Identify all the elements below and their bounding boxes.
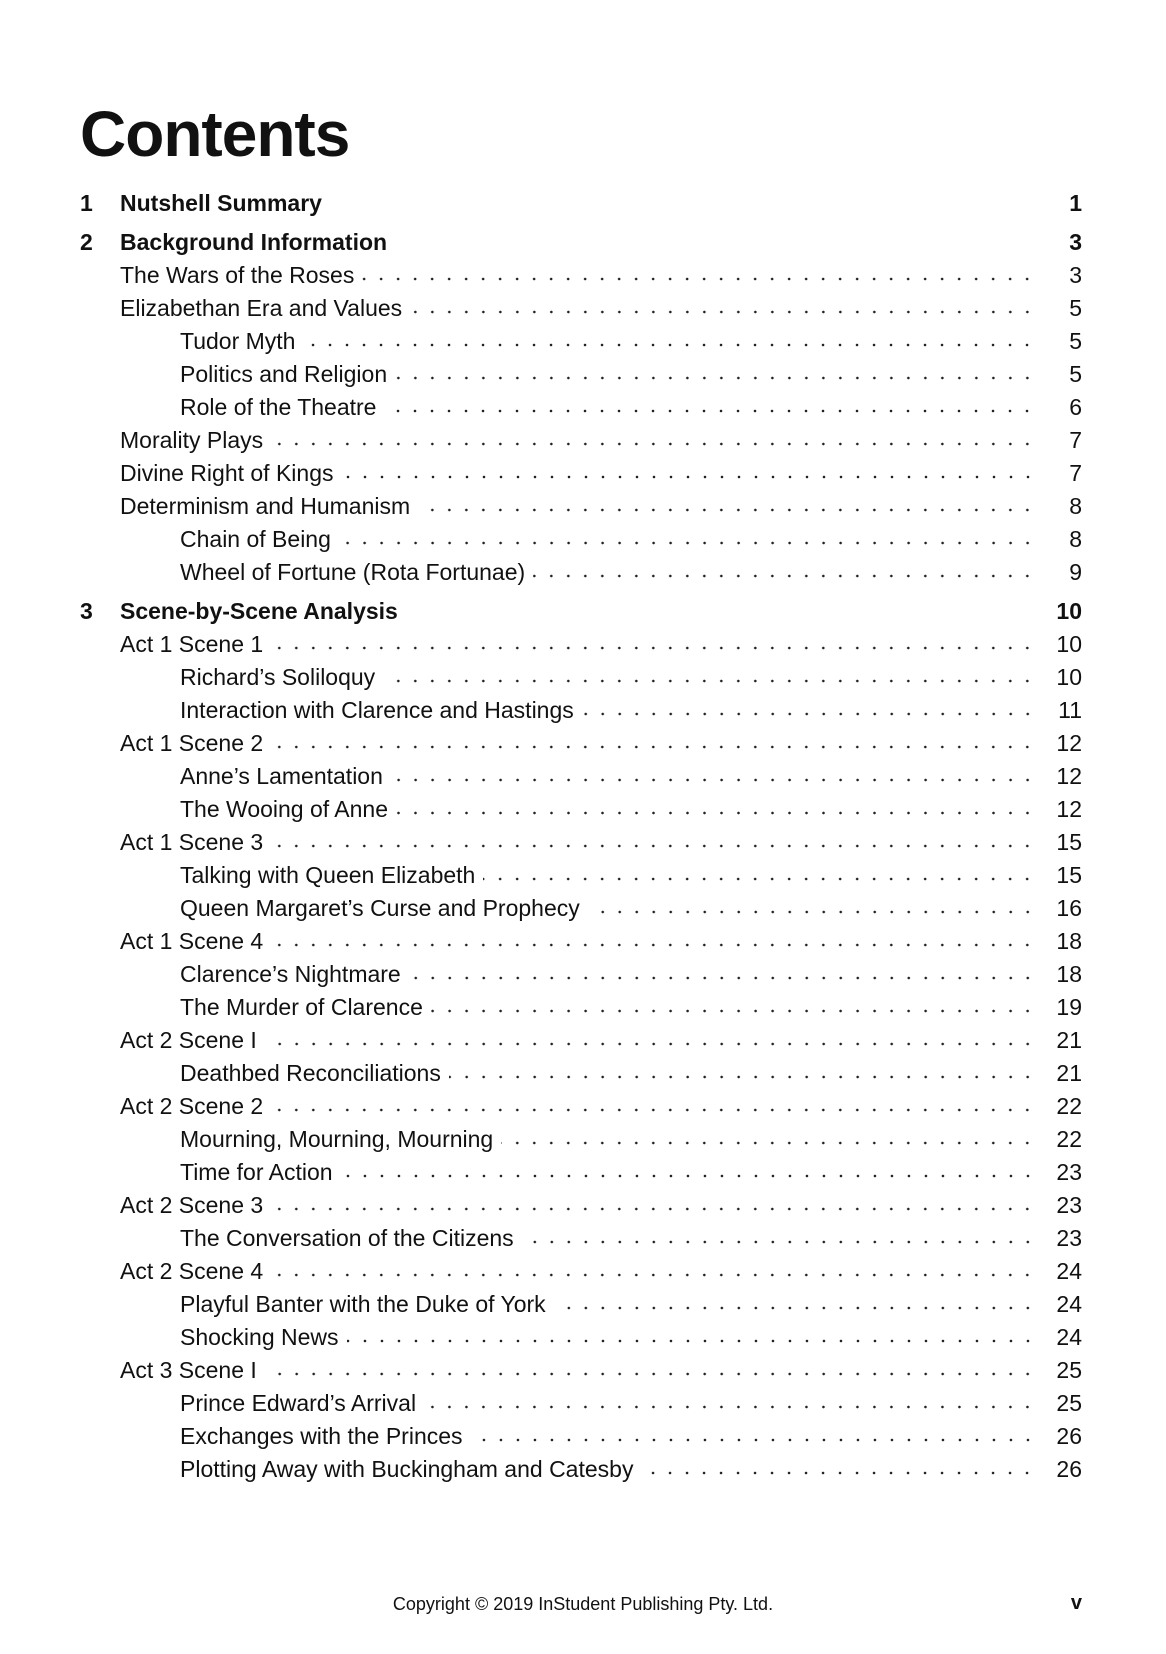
toc-page-number: 16 — [1056, 895, 1082, 921]
toc-page-number: 1 — [1069, 190, 1082, 216]
toc-entry-row[interactable] — [0, 1122, 1166, 1156]
toc-page-number: 6 — [1069, 394, 1082, 420]
toc-page-number: 11 — [1058, 697, 1082, 723]
toc-entry-title: Role of the Theatre — [180, 390, 380, 424]
toc-page-number: 9 — [1069, 559, 1082, 585]
toc-entry-row[interactable] — [0, 759, 1166, 793]
toc-entry-row[interactable] — [0, 1089, 1166, 1123]
toc-chapter-number: 3 — [80, 598, 93, 624]
toc-page-number: 3 — [1069, 262, 1082, 288]
toc-entry-row[interactable] — [0, 1221, 1166, 1255]
toc-dot-leader — [410, 291, 1036, 325]
toc-entry-title: Nutshell Summary — [120, 186, 326, 220]
toc-entry-row[interactable] — [0, 825, 1166, 859]
toc-dot-leader — [362, 258, 1036, 292]
toc-entry-title: Wheel of Fortune (Rota Fortunae) — [180, 555, 529, 589]
toc-entry-title: Time for Action — [180, 1155, 337, 1189]
toc-dot-leader — [582, 693, 1036, 727]
toc-dot-leader — [271, 1254, 1036, 1288]
toc-dot-leader — [265, 1353, 1036, 1387]
toc-entry-row[interactable] — [0, 1386, 1166, 1420]
toc-page-number: 10 — [1056, 664, 1082, 690]
toc-entry-title: Act 2 Scene 4 — [120, 1254, 267, 1288]
toc-page-number: 15 — [1056, 829, 1082, 855]
toc-entry-title: Exchanges with the Princes — [180, 1419, 467, 1453]
toc-page-number: 8 — [1069, 526, 1082, 552]
toc-entry-row[interactable] — [0, 1155, 1166, 1189]
toc-dot-leader — [554, 1287, 1036, 1321]
toc-dot-leader — [265, 1023, 1036, 1057]
toc-chapter-row[interactable] — [0, 594, 1166, 628]
toc-dot-leader — [339, 522, 1036, 556]
toc-dot-leader — [501, 1122, 1036, 1156]
toc-dot-leader — [384, 390, 1036, 424]
toc-entry-row[interactable] — [0, 489, 1166, 523]
toc-dot-leader — [395, 357, 1036, 391]
toc-dot-leader — [641, 1452, 1036, 1486]
toc-dot-leader — [341, 1155, 1036, 1189]
toc-dot-leader — [424, 1386, 1036, 1420]
toc-entry-row[interactable] — [0, 423, 1166, 457]
toc-dot-leader — [396, 792, 1036, 826]
toc-page-number: 18 — [1056, 928, 1082, 954]
footer-copyright: Copyright © 2019 InStudent Publishing Pty. Ltd. — [392, 1594, 774, 1614]
toc-dot-leader — [588, 891, 1036, 925]
toc-entry-title: Act 1 Scene 2 — [120, 726, 267, 760]
toc-page-number: 23 — [1056, 1225, 1082, 1251]
toc-entry-row[interactable] — [0, 258, 1166, 292]
toc-chapter-row[interactable] — [0, 186, 1166, 220]
toc-entry-title: Deathbed Reconciliations — [180, 1056, 445, 1090]
toc-entry-row[interactable] — [0, 1452, 1166, 1486]
toc-page-number: 25 — [1056, 1390, 1082, 1416]
toc-entry-row[interactable] — [0, 627, 1166, 661]
toc-entry-title: Queen Margaret’s Curse and Prophecy — [180, 891, 584, 925]
toc-page-number: 22 — [1056, 1093, 1082, 1119]
toc-entry-title: Act 2 Scene 2 — [120, 1089, 267, 1123]
toc-entry-row[interactable] — [0, 1254, 1166, 1288]
toc-entry-title: Talking with Queen Elizabeth — [180, 858, 479, 892]
toc-dot-leader — [449, 1056, 1036, 1090]
toc-entry-title: Anne’s Lamentation — [180, 759, 387, 793]
toc-entry-title: The Wooing of Anne — [180, 792, 392, 826]
toc-entry-row[interactable] — [0, 660, 1166, 694]
toc-page-number: 15 — [1056, 862, 1082, 888]
toc-dot-leader — [522, 1221, 1036, 1255]
toc-entry-row[interactable] — [0, 1353, 1166, 1387]
toc-entry-title: The Wars of the Roses — [120, 258, 358, 292]
toc-page-number: 24 — [1056, 1324, 1082, 1350]
toc-dot-leader — [271, 1188, 1036, 1222]
toc-entry-title: Act 2 Scene 3 — [120, 1188, 267, 1222]
toc-entry-title: Act 1 Scene 4 — [120, 924, 267, 958]
toc-page-number: 18 — [1056, 961, 1082, 987]
toc-entry-title: Act 3 Scene I — [120, 1353, 261, 1387]
toc-page-number: 5 — [1069, 328, 1082, 354]
toc-entry-row[interactable] — [0, 291, 1166, 325]
toc-dot-leader — [533, 555, 1036, 589]
toc-page-number: 19 — [1056, 994, 1082, 1020]
toc-entry-row[interactable] — [0, 726, 1166, 760]
toc-dot-leader — [271, 1089, 1036, 1123]
toc-entry-title: Richard’s Soliloquy — [180, 660, 379, 694]
toc-dot-leader — [471, 1419, 1036, 1453]
toc-entry-title: Prince Edward’s Arrival — [180, 1386, 420, 1420]
toc-entry-title: Act 1 Scene 1 — [120, 627, 267, 661]
toc-entry-title: Plotting Away with Buckingham and Catesby — [180, 1452, 637, 1486]
toc-page-number: 23 — [1056, 1192, 1082, 1218]
toc-entry-title: Interaction with Clarence and Hastings — [180, 693, 578, 727]
toc-entry-title: Scene-by-Scene Analysis — [120, 594, 402, 628]
toc-entry-title: Determinism and Humanism — [120, 489, 414, 523]
toc-entry-row[interactable] — [0, 990, 1166, 1024]
toc-entry-title: Shocking News — [180, 1320, 343, 1354]
toc-dot-leader — [342, 456, 1037, 490]
toc-dot-leader — [409, 957, 1036, 991]
toc-page-number: 21 — [1056, 1060, 1082, 1086]
toc-dot-leader — [271, 627, 1036, 661]
toc-entry-row[interactable] — [0, 957, 1166, 991]
toc-page-number: 3 — [1069, 229, 1082, 255]
toc-entry-title: Morality Plays — [120, 423, 267, 457]
toc-entry-row[interactable] — [0, 891, 1166, 925]
toc-entry-title: The Murder of Clarence — [180, 990, 427, 1024]
toc-dot-leader — [271, 726, 1036, 760]
toc-entry-row[interactable] — [0, 456, 1166, 490]
toc-entry-row[interactable] — [0, 357, 1166, 391]
toc-entry-row[interactable] — [0, 1056, 1166, 1090]
toc-entry-row[interactable] — [0, 390, 1166, 424]
toc-entry-row[interactable] — [0, 693, 1166, 727]
toc-chapter-row[interactable] — [0, 225, 1166, 259]
toc-page-number: 23 — [1056, 1159, 1082, 1185]
toc-entry-title: Tudor Myth — [180, 324, 299, 358]
toc-entry-row[interactable] — [0, 555, 1166, 589]
toc-page-number: 8 — [1069, 493, 1082, 519]
toc-dot-leader — [431, 990, 1036, 1024]
toc-page-number: 5 — [1069, 361, 1082, 387]
toc-entry-row[interactable] — [0, 1287, 1166, 1321]
toc-entry-row[interactable] — [0, 924, 1166, 958]
toc-entry-title: Politics and Religion — [180, 357, 391, 391]
toc-page-number: 26 — [1056, 1423, 1082, 1449]
page-title: Contents — [80, 98, 350, 170]
toc-entry-title: Mourning, Mourning, Mourning — [180, 1122, 497, 1156]
toc-page-number: 26 — [1056, 1456, 1082, 1482]
toc-entry-title: Act 1 Scene 3 — [120, 825, 267, 859]
toc-page-number: 10 — [1056, 598, 1082, 624]
toc-entry-row[interactable] — [0, 1188, 1166, 1222]
toc-page-number: 24 — [1056, 1258, 1082, 1284]
toc-dot-leader — [391, 759, 1036, 793]
toc-entry-row[interactable] — [0, 858, 1166, 892]
toc-page-number: 5 — [1069, 295, 1082, 321]
footer-page-number: v — [1070, 1592, 1082, 1614]
toc-page-number: 21 — [1056, 1027, 1082, 1053]
toc-page-number: 25 — [1056, 1357, 1082, 1383]
toc-entry-title: Elizabethan Era and Values — [120, 291, 406, 325]
toc-entry-title: Divine Right of Kings — [120, 456, 338, 490]
toc-entry-row[interactable] — [0, 792, 1166, 826]
toc-page-number: 7 — [1069, 427, 1082, 453]
toc-page-number: 10 — [1056, 631, 1082, 657]
toc-dot-leader — [483, 858, 1036, 892]
toc-dot-leader — [271, 825, 1036, 859]
toc-entry-title: Background Information — [120, 225, 391, 259]
toc-dot-leader — [347, 1320, 1036, 1354]
toc-entry-title: Chain of Being — [180, 522, 335, 556]
toc-entry-row[interactable] — [0, 1419, 1166, 1453]
toc-page-number: 12 — [1056, 796, 1082, 822]
toc-page-number: 7 — [1069, 460, 1082, 486]
toc-entry-row[interactable] — [0, 1320, 1166, 1354]
toc-dot-leader — [383, 660, 1036, 694]
toc-page-number: 22 — [1056, 1126, 1082, 1152]
toc-entry-title: The Conversation of the Citizens — [180, 1221, 518, 1255]
toc-entry-title: Clarence’s Nightmare — [180, 957, 405, 991]
toc-entry-row[interactable] — [0, 522, 1166, 556]
toc-page-number: 12 — [1056, 730, 1082, 756]
toc-dot-leader — [418, 489, 1036, 523]
toc-dot-leader — [271, 924, 1036, 958]
toc-entry-row[interactable] — [0, 1023, 1166, 1057]
toc-entry-row[interactable] — [0, 324, 1166, 358]
toc-page-number: 12 — [1056, 763, 1082, 789]
toc-chapter-number: 2 — [80, 229, 93, 255]
toc-entry-title: Playful Banter with the Duke of York — [180, 1287, 550, 1321]
toc-dot-leader — [271, 423, 1036, 457]
toc-dot-leader — [303, 324, 1036, 358]
toc-chapter-number: 1 — [80, 190, 93, 216]
toc-entry-title: Act 2 Scene I — [120, 1023, 261, 1057]
toc-page-number: 24 — [1056, 1291, 1082, 1317]
